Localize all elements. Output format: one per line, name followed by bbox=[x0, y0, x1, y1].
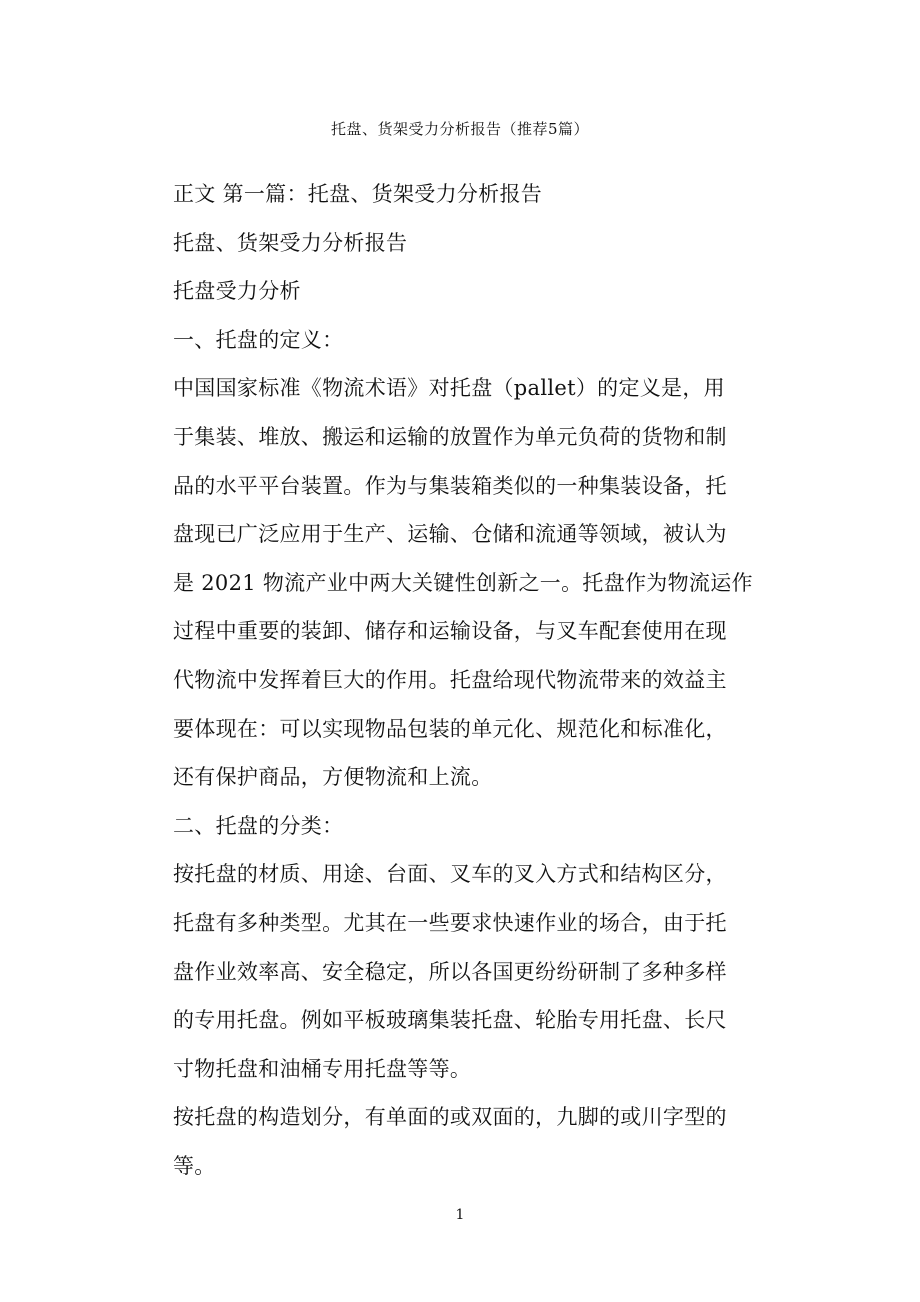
heading-analysis: 托盘受力分析 bbox=[173, 279, 301, 304]
paragraph-line: 的专用托盘。例如平板玻璃集装托盘、轮胎专用托盘、长尺 bbox=[173, 1008, 727, 1033]
paragraph-line: 品的水平平台装置。作为与集装箱类似的一种集装设备，托 bbox=[173, 473, 727, 498]
paragraph-line: 等。 bbox=[173, 1153, 216, 1178]
paragraph-line: 过程中重要的装卸、储存和运输设备，与叉车配套使用在现 bbox=[173, 619, 727, 644]
paragraph-line: 盘现已广泛应用于生产、运输、仓储和流通等领域，被认为 bbox=[173, 522, 727, 547]
paragraph-line: 按托盘的材质、用途、台面、叉车的叉入方式和结构区分， bbox=[173, 862, 727, 887]
document-body bbox=[173, 180, 753, 1200]
paragraph-line: 要体现在：可以实现物品包装的单元化、规范化和标准化， bbox=[173, 716, 727, 741]
page-number: 1 bbox=[455, 1207, 465, 1223]
heading-main: 正文 第一篇：托盘、货架受力分析报告 bbox=[173, 182, 543, 206]
paragraph-line: 于集装、堆放、搬运和运输的放置作为单元负荷的货物和制 bbox=[173, 424, 727, 449]
paragraph-line: 代物流中发挥着巨大的作用。托盘给现代物流带来的效益主 bbox=[173, 667, 727, 692]
paragraph-line: 按托盘的构造划分，有单面的或双面的，九脚的或川字型的 bbox=[173, 1105, 727, 1130]
paragraph-line: 还有保护商品，方便物流和上流。 bbox=[173, 765, 493, 790]
section-heading-classification: 二、托盘的分类： bbox=[173, 813, 344, 838]
paragraph-line: 托盘有多种类型。尤其在一些要求快速作业的场合，由于托 bbox=[173, 910, 727, 935]
paragraph-line: 中国国家标准《物流术语》对托盘（pallet）的定义是，用 bbox=[173, 376, 725, 401]
paragraph-line: 盘作业效率高、安全稳定，所以各国更纷纷研制了多种多样 bbox=[173, 959, 727, 984]
document-title: 托盘、货架受力分析报告（推荐5篇） bbox=[330, 120, 590, 138]
section-heading-definition: 一、托盘的定义： bbox=[173, 327, 344, 352]
paragraph-line: 是 2021 物流产业中两大关键性创新之一。托盘作为物流运作 bbox=[173, 570, 753, 595]
heading-report-title: 托盘、货架受力分析报告 bbox=[173, 230, 408, 255]
paragraph-line: 寸物托盘和油桶专用托盘等等。 bbox=[173, 1056, 472, 1081]
